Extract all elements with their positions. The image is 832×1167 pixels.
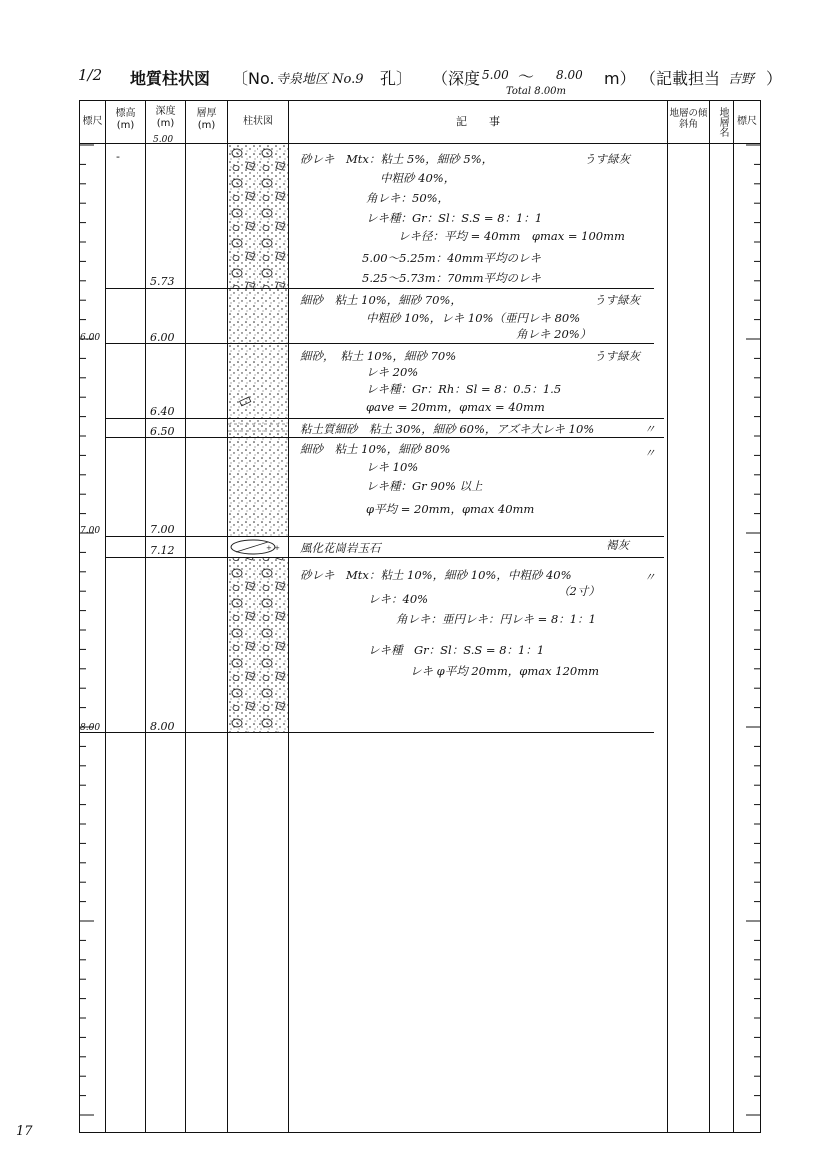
scale-label: 6.00 bbox=[80, 333, 101, 343]
layer-pattern-2 bbox=[228, 289, 288, 343]
depth-label: 7.12 bbox=[150, 544, 175, 557]
borehole-prefix: 〔No. bbox=[232, 69, 275, 88]
depth-label: 7.00 bbox=[150, 523, 175, 536]
top-depth: 5.00 bbox=[153, 135, 174, 145]
desc-line: レキ種 Gr：Sl：S.S = 8：1：1 bbox=[368, 643, 545, 657]
depth-to: 8.00 bbox=[556, 68, 583, 82]
layer-pattern-4 bbox=[228, 419, 288, 437]
desc-line: 細砂 粘土 10%，細砂 80% bbox=[300, 442, 451, 456]
desc-line: 5.00〜5.25m：40mm平均のレキ bbox=[362, 251, 542, 265]
desc-line: 粘土質細砂 粘土 30%，細砂 60%，アズキ大レキ 10% bbox=[300, 422, 595, 436]
borehole-suffix: 孔〕 bbox=[380, 69, 413, 88]
color-note: 〃 bbox=[644, 570, 656, 584]
desc-line: 角レキ：亜円レキ：円レキ = 8：1：1 bbox=[396, 612, 596, 626]
layer-pattern-6 bbox=[231, 540, 280, 554]
desc-line: 砂レキ Mtx：粘土 10%，細砂 10%，中粗砂 40% bbox=[300, 568, 572, 582]
color-note: 〃 bbox=[644, 446, 656, 460]
col-elevation-unit: (m) bbox=[116, 120, 135, 131]
depth-tilde: 〜 bbox=[518, 67, 535, 86]
color-note: うす緑灰 bbox=[594, 349, 640, 363]
col-depth-unit: (m) bbox=[156, 118, 175, 129]
page-number-mark: 1/2 bbox=[78, 66, 103, 84]
col-column: 柱状図 bbox=[243, 116, 273, 127]
depth-label: 5.73 bbox=[150, 275, 175, 288]
color-note: うす緑灰 bbox=[584, 152, 630, 166]
desc-line: 中粗砂 10%，レキ 10%（亜円レキ 80% bbox=[366, 311, 581, 325]
col-thickness-unit: (m) bbox=[197, 120, 216, 131]
col-elevation: 標高 bbox=[115, 108, 136, 119]
depth-unit: m） bbox=[604, 69, 636, 88]
desc-line: レキ 10% bbox=[366, 460, 419, 474]
depth-label: 6.40 bbox=[150, 405, 175, 418]
col-dip: 地層の傾斜角 bbox=[669, 108, 708, 130]
total-depth: Total 8.00m bbox=[506, 86, 567, 97]
col-scale-right: 標尺 bbox=[737, 116, 757, 127]
depth-label: 6.00 bbox=[150, 331, 175, 344]
margin-note: 17 bbox=[16, 1124, 33, 1139]
desc-line: 角レキ 20%） bbox=[516, 327, 592, 341]
desc-line: 風化花崗岩玉石 bbox=[300, 541, 381, 555]
desc-line: レキ種：Gr 90% 以上 bbox=[366, 479, 483, 493]
desc-line: レキ φ平均 20mm，φmax 120mm bbox=[410, 664, 600, 678]
desc-line: φave = 20mm，φmax = 40mm bbox=[366, 400, 545, 414]
col-formation: 地層名 bbox=[717, 107, 728, 137]
scale-label: 8.00 bbox=[80, 723, 101, 733]
desc-line: 細砂 粘土 10%，細砂 70%， bbox=[300, 293, 462, 307]
borehole-name: 寺泉地区 No.9 bbox=[276, 72, 364, 87]
recorder-close: ） bbox=[766, 69, 783, 88]
desc-line: （2寸） bbox=[558, 584, 600, 598]
depth-label: 8.00 bbox=[150, 720, 175, 733]
color-note: 褐灰 bbox=[606, 538, 629, 552]
scale-label: 7.00 bbox=[80, 526, 101, 536]
col-thickness: 層厚 bbox=[196, 108, 217, 119]
elevation-mark: - bbox=[116, 150, 120, 163]
color-note: うす緑灰 bbox=[594, 293, 640, 307]
layer-pattern-1 bbox=[228, 144, 288, 288]
col-depth: 深度 bbox=[155, 106, 176, 117]
desc-line: 5.25〜5.73m：70mm平均のレキ bbox=[362, 271, 542, 285]
desc-line: 砂レキ Mtx：粘土 5%，細砂 5%， bbox=[300, 152, 494, 166]
col-scale: 標尺 bbox=[82, 116, 103, 127]
depth-from: 5.00 bbox=[482, 68, 509, 82]
desc-line: 細砂， 粘土 10%，細砂 70% bbox=[300, 349, 457, 363]
layer-pattern-5 bbox=[228, 438, 288, 536]
desc-line: レキ：40% bbox=[368, 592, 429, 606]
page-title: 地質柱状図 bbox=[130, 69, 211, 88]
desc-line: φ平均 = 20mm，φmax 40mm bbox=[366, 502, 535, 516]
depth-range-label: （深度 bbox=[432, 69, 481, 88]
svg-text:+ +: + + bbox=[266, 544, 280, 552]
layer-pattern-7 bbox=[228, 558, 288, 733]
layer-pattern-3 bbox=[228, 344, 288, 418]
desc-line: レキ種：Gr：Rh：Sl = 8：0.5：1.5 bbox=[366, 382, 562, 396]
lithology-column bbox=[228, 144, 288, 733]
depth-label: 6.50 bbox=[150, 425, 175, 438]
color-note: 〃 bbox=[644, 422, 656, 436]
col-description: 記 事 bbox=[456, 115, 500, 128]
desc-line: レキ種：Gr：Sl：S.S = 8：1：1 bbox=[366, 211, 543, 225]
recorder-name: 吉野 bbox=[728, 72, 755, 87]
desc-line: レキ径：平均 = 40mm φmax = 100mm bbox=[398, 229, 625, 243]
desc-line: 中粗砂 40%， bbox=[380, 171, 456, 185]
desc-line: レキ 20% bbox=[366, 365, 419, 379]
recorder-label: （記載担当 bbox=[640, 69, 721, 88]
desc-line: 角レキ：50%， bbox=[366, 191, 450, 205]
